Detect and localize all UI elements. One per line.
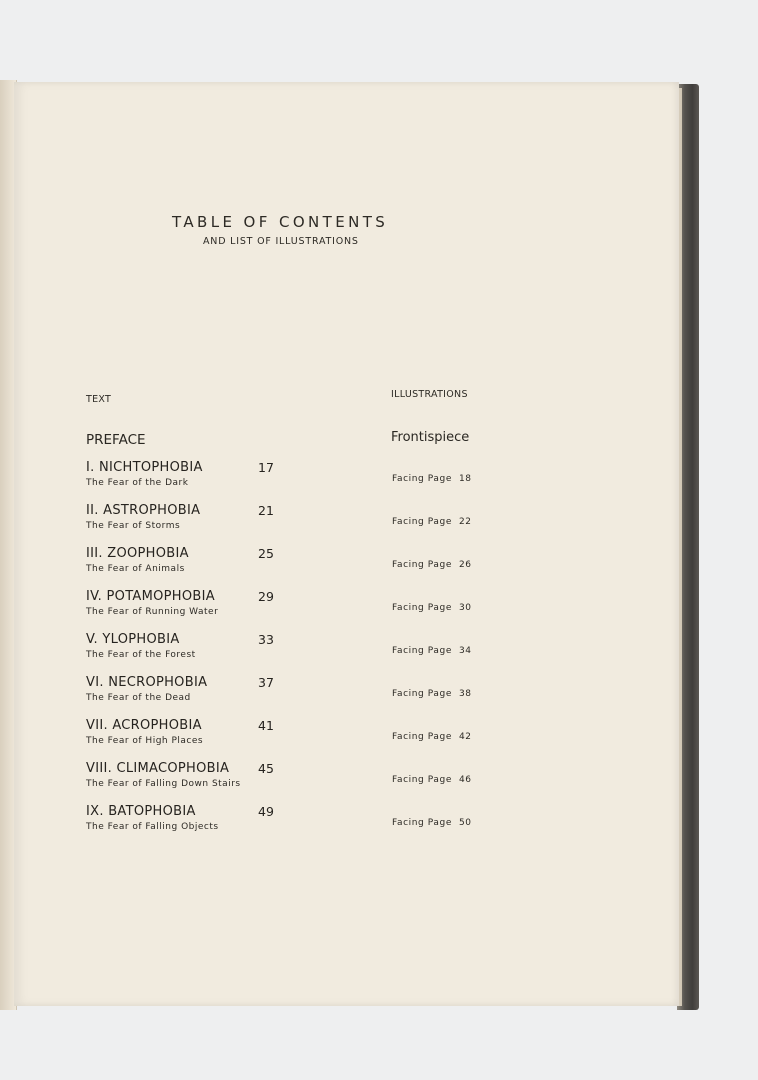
chapter-description: The Fear of Animals (86, 564, 185, 574)
list-item (86, 804, 506, 844)
illustration-reference (392, 818, 472, 828)
text-column-heading: TEXT (86, 394, 112, 405)
list-item (86, 503, 506, 543)
facing-page-number: 18 (458, 474, 472, 484)
illustrations-column-heading: ILLUSTRATIONS (391, 389, 468, 400)
facing-label: Facing Page (392, 689, 452, 699)
book-page (14, 82, 679, 1006)
chapter-description: The Fear of High Places (86, 736, 204, 746)
chapter-title: I. NICHTOPHOBIA (86, 460, 203, 475)
chapter-description: The Fear of Storms (86, 521, 181, 531)
illustration-reference (392, 474, 472, 484)
chapter-description: The Fear of Running Water (86, 607, 219, 617)
illustration-reference (392, 517, 472, 527)
chapter-page-number: 33 (258, 632, 274, 647)
facing-label: Facing Page (392, 517, 452, 527)
facing-page-number: 38 (458, 689, 472, 699)
chapter-title: II. ASTROPHOBIA (86, 503, 201, 518)
list-item (86, 718, 506, 758)
chapter-title: VI. NECROPHOBIA (86, 675, 208, 690)
chapter-page-number: 17 (258, 460, 274, 475)
facing-label: Facing Page (392, 646, 452, 656)
chapter-title: VIII. CLIMACOPHOBIA (86, 761, 230, 776)
chapter-description: The Fear of the Dead (86, 693, 191, 703)
facing-page-number: 42 (458, 732, 472, 742)
facing-page-number: 46 (458, 775, 472, 785)
page-subtitle: AND LIST OF ILLUSTRATIONS (203, 236, 359, 247)
illustration-reference (392, 603, 472, 613)
list-item (86, 761, 506, 801)
facing-label: Facing Page (392, 732, 452, 742)
facing-label: Facing Page (392, 818, 452, 828)
facing-page-number: 30 (458, 603, 472, 613)
chapter-title: IX. BATOPHOBIA (86, 804, 196, 819)
illustration-reference (392, 732, 472, 742)
frontispiece-entry: Frontispiece (391, 430, 470, 445)
facing-label: Facing Page (392, 474, 452, 484)
facing-page-number: 22 (458, 517, 472, 527)
chapter-title: VII. ACROPHOBIA (86, 718, 202, 733)
page-title: TABLE OF CONTENTS (172, 213, 389, 231)
chapter-description: The Fear of Falling Down Stairs (86, 779, 241, 789)
chapter-description: The Fear of Falling Objects (86, 822, 219, 832)
list-item (86, 460, 506, 500)
chapter-title: III. ZOOPHOBIA (86, 546, 189, 561)
list-item (86, 546, 506, 586)
chapter-page-number: 45 (258, 761, 274, 776)
chapter-page-number: 21 (258, 503, 274, 518)
list-item (86, 632, 506, 672)
chapter-title: V. YLOPHOBIA (86, 632, 180, 647)
chapter-page-number: 25 (258, 546, 274, 561)
illustration-reference (392, 646, 472, 656)
chapter-page-number: 49 (258, 804, 274, 819)
chapter-description: The Fear of the Forest (86, 650, 196, 660)
chapter-description: The Fear of the Dark (86, 478, 189, 488)
chapter-page-number: 29 (258, 589, 274, 604)
chapter-page-number: 37 (258, 675, 274, 690)
facing-page-number: 50 (458, 818, 472, 828)
facing-label: Facing Page (392, 775, 452, 785)
facing-page-number: 34 (458, 646, 472, 656)
preface-entry: PREFACE (86, 432, 146, 448)
illustration-reference (392, 689, 472, 699)
facing-label: Facing Page (392, 603, 452, 613)
list-item (86, 589, 506, 629)
illustration-reference (392, 775, 472, 785)
chapter-title: IV. POTAMOPHOBIA (86, 589, 215, 604)
illustration-reference (392, 560, 472, 570)
facing-page-number: 26 (458, 560, 472, 570)
chapter-page-number: 41 (258, 718, 274, 733)
list-item (86, 675, 506, 715)
facing-label: Facing Page (392, 560, 452, 570)
